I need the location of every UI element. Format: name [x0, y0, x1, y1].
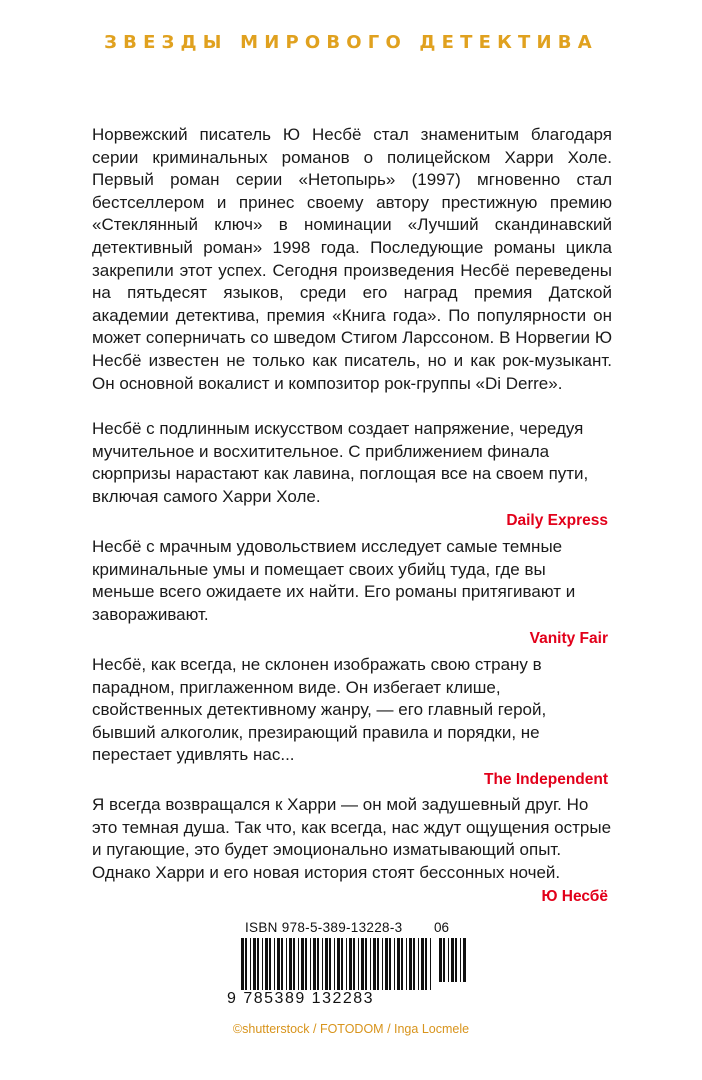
isbn-barcode — [227, 913, 471, 1014]
isbn-label: ISBN 978-5-389-13228-3 — [245, 920, 403, 935]
book-description: Норвежский писатель Ю Несбё стал знаменитым благодаря серии криминальных романов о полицейском Харри Холе. Первый роман серии «Нетопырь» (1997) мгновенно стал бестселлером и принес своему автору престижную премию «Стеклянный ключ» в номинации «Лучший скандинавский детективный роман» 1998 года. Последующие романы цикла закрепили этот успех. Сегодня произведения Несбё переведены на пятьдесят языков, среди его наград премия Датской академии детектива, премия «Книга года». По популярности он может соперничать со шведом Стигом Ларссоном. В Норвегии Ю Несбё известен не только как писатель, но и как рок-музыкант. Он основной вокалист и композитор рок-группы «Di Derre». — [92, 125, 612, 393]
review-the-independent — [92, 654, 612, 789]
review-author — [92, 794, 612, 906]
review-vanity-fair — [92, 536, 612, 648]
barcode-digits: 9 785389 132283 — [227, 990, 375, 1007]
review-quote: Несбё с подлинным искусством создает напряжение, чередуя мучительное и восхитительное. С приближением финала сюрпризы нарастают как лавина, поглощая все на своем пути, включая самого Харри Холе. — [92, 419, 589, 506]
review-daily-express — [92, 418, 612, 530]
series-title: ЗВЕЗДЫ МИРОВОГО ДЕТЕКТИВА — [104, 32, 598, 53]
review-source: The Independent — [484, 770, 608, 788]
review-source: Vanity Fair — [529, 630, 608, 648]
photo-credit: ©shutterstock / FOTODOM / Inga Locmele — [232, 1022, 470, 1036]
review-source: Daily Express — [506, 512, 608, 530]
review-quote: Несбё, как всегда, не склонен изображать свою страну в парадном, приглаженном виде. Он избегает клише, свойственных детективному жанру, — его главный герой, бывший алкоголик, презирающий правила и порядки, не перестает удивлять нас... — [92, 655, 547, 765]
review-quote: Несбё с мрачным удовольствием исследует самые темные криминальные умы и помещает своих убийц туда, где вы меньше всего ожидаете их найти. Его романы притягивают и завораживают. — [92, 537, 576, 624]
barcode-bars — [227, 938, 471, 994]
review-quote: Я всегда возвращался к Харри — он мой задушевный друг. Но это темная душа. Так что, как всегда, нас ждут ощущения острые и пугающие, это будет эмоционально изматывающий опыт. Однако Харри и его новая история стоят бессонных ночей. — [92, 795, 612, 882]
barcode-addon-code: 06 — [434, 920, 450, 935]
review-source: Ю Несбё — [541, 888, 608, 906]
